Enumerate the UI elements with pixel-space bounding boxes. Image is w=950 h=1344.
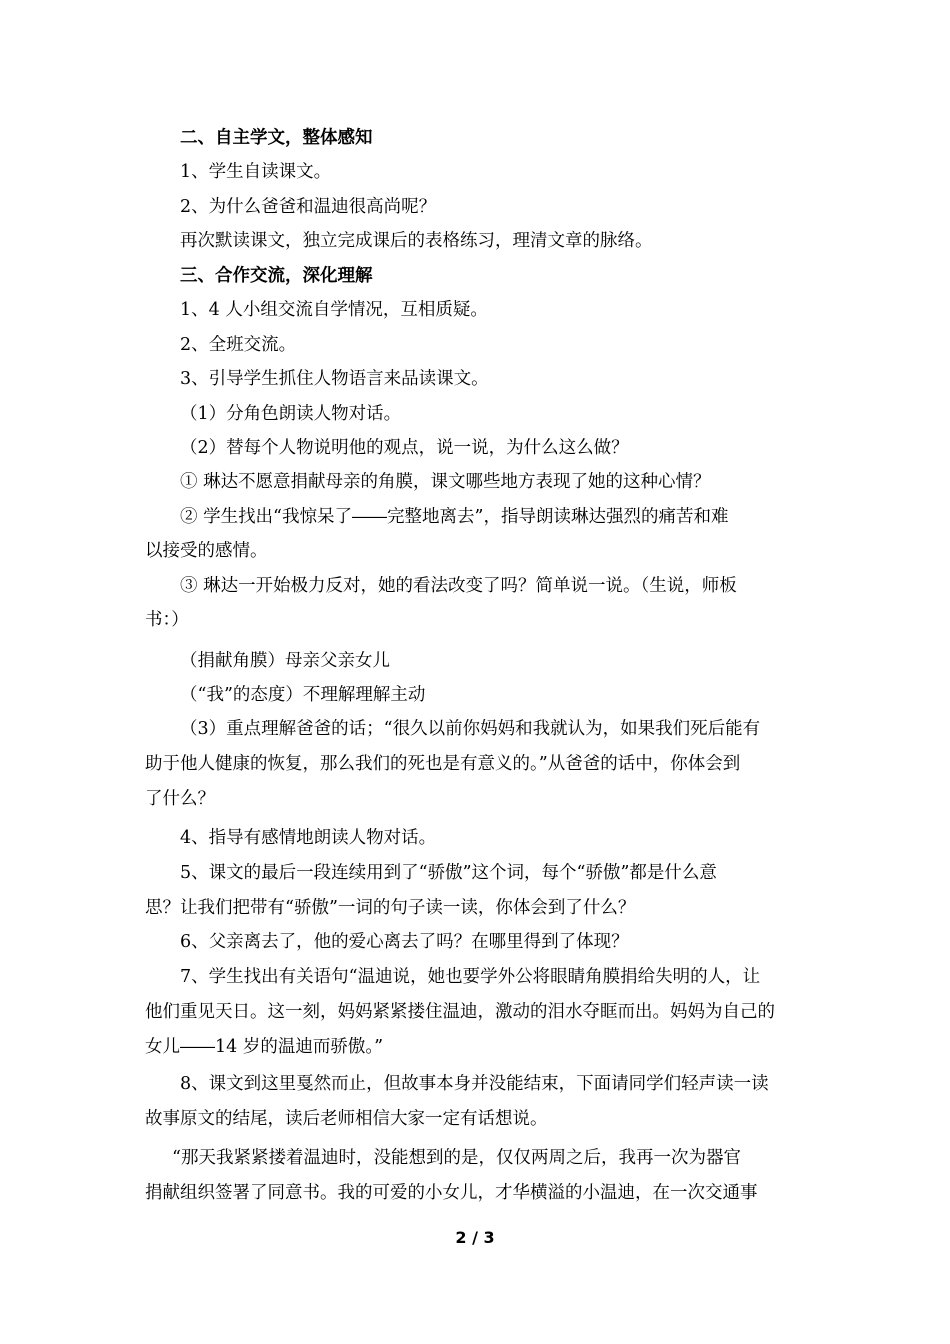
paragraph-line: 他们重见天日。这一刻，妈妈紧紧搂住温迪，激动的泪水夺眶而出。妈妈为自己的 [145,1002,775,1022]
paragraph-line: 1、4 人小组交流自学情况，互相质疑。 [180,300,488,320]
paragraph-line: 再次默读课文，独立完成课后的表格练习，理清文章的脉络。 [180,231,653,251]
paragraph-line: 了什么？ [145,789,215,809]
paragraph-line: 捐献组织签署了同意书。我的可爱的小女儿，才华横溢的小温迪，在一次交通事 [145,1183,758,1203]
paragraph-line: （3）重点理解爸爸的话；“很久以前你妈妈和我就认为，如果我们死后能有 [180,719,761,739]
paragraph-line: （“我”的态度）不理解理解主动 [180,685,426,705]
paragraph-line: 1、学生自读课文。 [180,162,332,182]
paragraph-line: 2、为什么爸爸和温迪很高尚呢？ [180,197,437,217]
paragraph-line: 4、指导有感情地朗读人物对话。 [180,828,437,848]
paragraph-line: 书：） [145,610,189,630]
paragraph-line: （捐献角膜）母亲父亲女儿 [180,651,390,671]
paragraph-line: （2）替每个人物说明他的观点，说一说，为什么这么做？ [180,438,629,458]
paragraph-line: ③ 琳达一开始极力反对，她的看法改变了吗？简单说一说。（生说，师板 [180,576,737,596]
paragraph-line: 6、父亲离去了，他的爱心离去了吗？在哪里得到了体现？ [180,932,629,952]
heading-section-3: 三、合作交流，深化理解 [180,266,373,286]
paragraph-line: 3、引导学生抓住人物语言来品读课文。 [180,369,489,389]
paragraph-line: 2、全班交流。 [180,335,297,355]
paragraph-line: 8、课文到这里戛然而止，但故事本身并没能结束，下面请同学们轻声读一读 [180,1074,769,1094]
paragraph-line: 女儿――14 岁的温迪而骄傲。” [145,1037,384,1057]
paragraph-line: 5、课文的最后一段连续用到了“骄傲”这个词，每个“骄傲”都是什么意 [180,863,717,883]
paragraph-line: 7、学生找出有关语句“温迪说，她也要学外公将眼睛角膜捐给失明的人，让 [180,967,761,987]
paragraph-line: ② 学生找出“我惊呆了――完整地离去”，指导朗读琳达强烈的痛苦和难 [180,507,729,527]
paragraph-line: 思？让我们把带有“骄傲”一词的句子读一读，你体会到了什么？ [145,898,636,918]
page-number: 2 / 3 [455,1228,495,1247]
paragraph-line: “那天我紧紧搂着温迪时，没能想到的是，仅仅两周之后，我再一次为器官 [172,1148,741,1168]
paragraph-line: （1）分角色朗读人物对话。 [180,404,402,424]
paragraph-line: 以接受的感情。 [145,541,268,561]
heading-section-2: 二、自主学文，整体感知 [180,128,373,148]
paragraph-line: 助于他人健康的恢复，那么我们的死也是有意义的。”从爸爸的话中，你体会到 [145,754,741,774]
paragraph-line: 故事原文的结尾，读后老师相信大家一定有话想说。 [145,1109,548,1129]
paragraph-line: ① 琳达不愿意捐献母亲的角膜，课文哪些地方表现了她的这种心情？ [180,472,711,492]
